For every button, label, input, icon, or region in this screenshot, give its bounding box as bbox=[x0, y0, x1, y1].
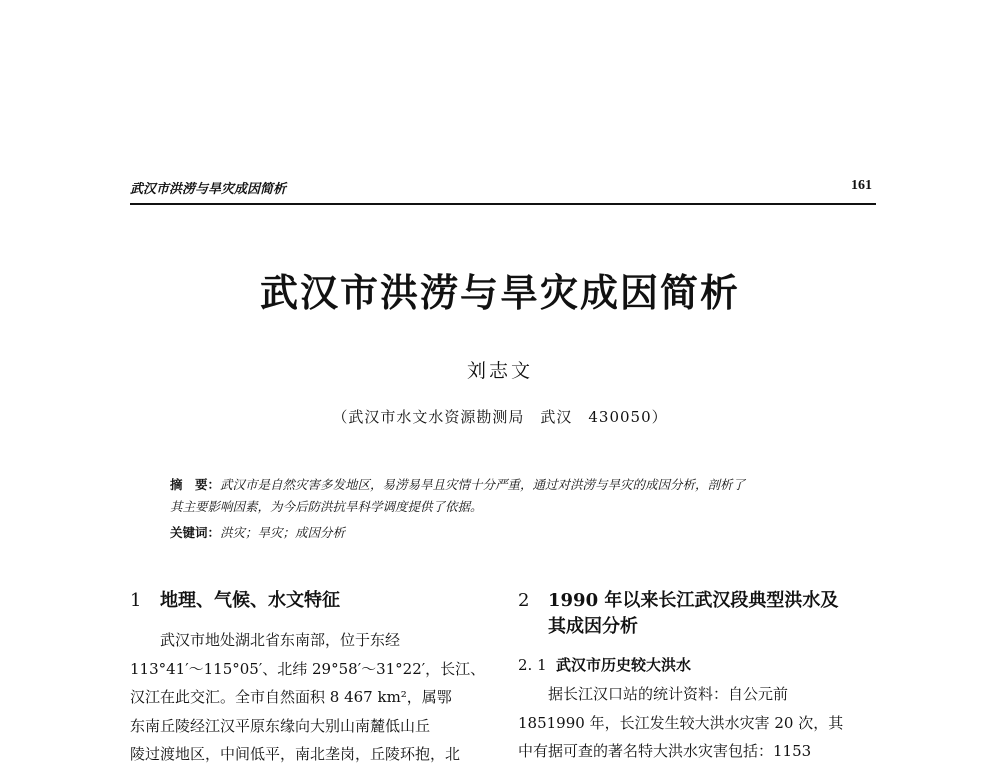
running-head-title: 武汉市洪涝与旱灾成因简析 bbox=[130, 182, 287, 197]
section-1-body bbox=[130, 626, 495, 769]
keywords bbox=[170, 522, 850, 544]
right-column bbox=[518, 588, 880, 766]
section-1-line: 陵过渡地区，中间低平，南北垄岗，丘陵环抱，北 bbox=[130, 745, 461, 763]
subsection-2-1-number: 2. 1 bbox=[518, 656, 547, 674]
section-1-title: 地理、气候、水文特征 bbox=[160, 590, 340, 611]
abstract-line-1 bbox=[170, 474, 850, 496]
section-1-line: 武汉市地处湖北省东南部，位于东经 bbox=[160, 631, 401, 649]
section-2-title-line-2: 其成因分析 bbox=[548, 616, 638, 637]
author-affiliation: （武汉市水文水资源勘测局 武汉 430050） bbox=[332, 408, 668, 426]
keywords-label: 关键词： bbox=[170, 525, 221, 540]
subsection-2-1-heading bbox=[518, 654, 880, 676]
keywords-text: 洪灾；旱灾；成因分析 bbox=[220, 525, 346, 540]
header-rule bbox=[130, 203, 876, 205]
section-1-heading bbox=[130, 588, 495, 614]
section-2-body bbox=[518, 680, 880, 766]
section-1-line: 113°41′～115°05′、北纬 29°58′～31°22′，长江、 bbox=[130, 659, 486, 678]
section-1-line: 汉江在此交汇。全市自然面积 8 467 km²，属鄂 bbox=[130, 688, 452, 706]
subsection-2-1-title: 武汉市历史较大洪水 bbox=[556, 656, 692, 674]
section-2-line: 据长江汉口站的统计资料：自公元前 bbox=[548, 685, 789, 703]
abstract-text-1: 武汉市是自然灾害多发地区，易涝易旱且灾情十分严重，通过对洪涝与旱灾的成因分析，剖析了 bbox=[220, 477, 746, 492]
section-1-number: 1 bbox=[130, 590, 142, 611]
abstract bbox=[170, 474, 850, 518]
section-2-number: 2 bbox=[518, 590, 530, 611]
section-2-title-line-1: 1990 年以来长江武汉段典型洪水及 bbox=[548, 590, 839, 611]
section-2-heading bbox=[518, 588, 880, 640]
author-name: 刘志文 bbox=[466, 360, 533, 382]
section-1-line: 东南丘陵经江汉平原东缘向大别山南麓低山丘 bbox=[130, 716, 431, 735]
running-head bbox=[130, 178, 876, 200]
left-column bbox=[130, 588, 495, 769]
page-number: 161 bbox=[851, 178, 872, 193]
section-2-line: 中有据可查的著名特大洪水灾害包括：1153 bbox=[518, 742, 812, 760]
section-2-line: 1851990 年，长江发生较大洪水灾害 20 次，其 bbox=[518, 713, 844, 732]
article-title: 武汉市洪涝与旱灾成因简析 bbox=[259, 271, 740, 315]
abstract-label: 摘 要： bbox=[170, 477, 221, 492]
abstract-line-2: 其主要影响因素，为今后防洪抗旱科学调度提供了依据。 bbox=[170, 499, 483, 514]
